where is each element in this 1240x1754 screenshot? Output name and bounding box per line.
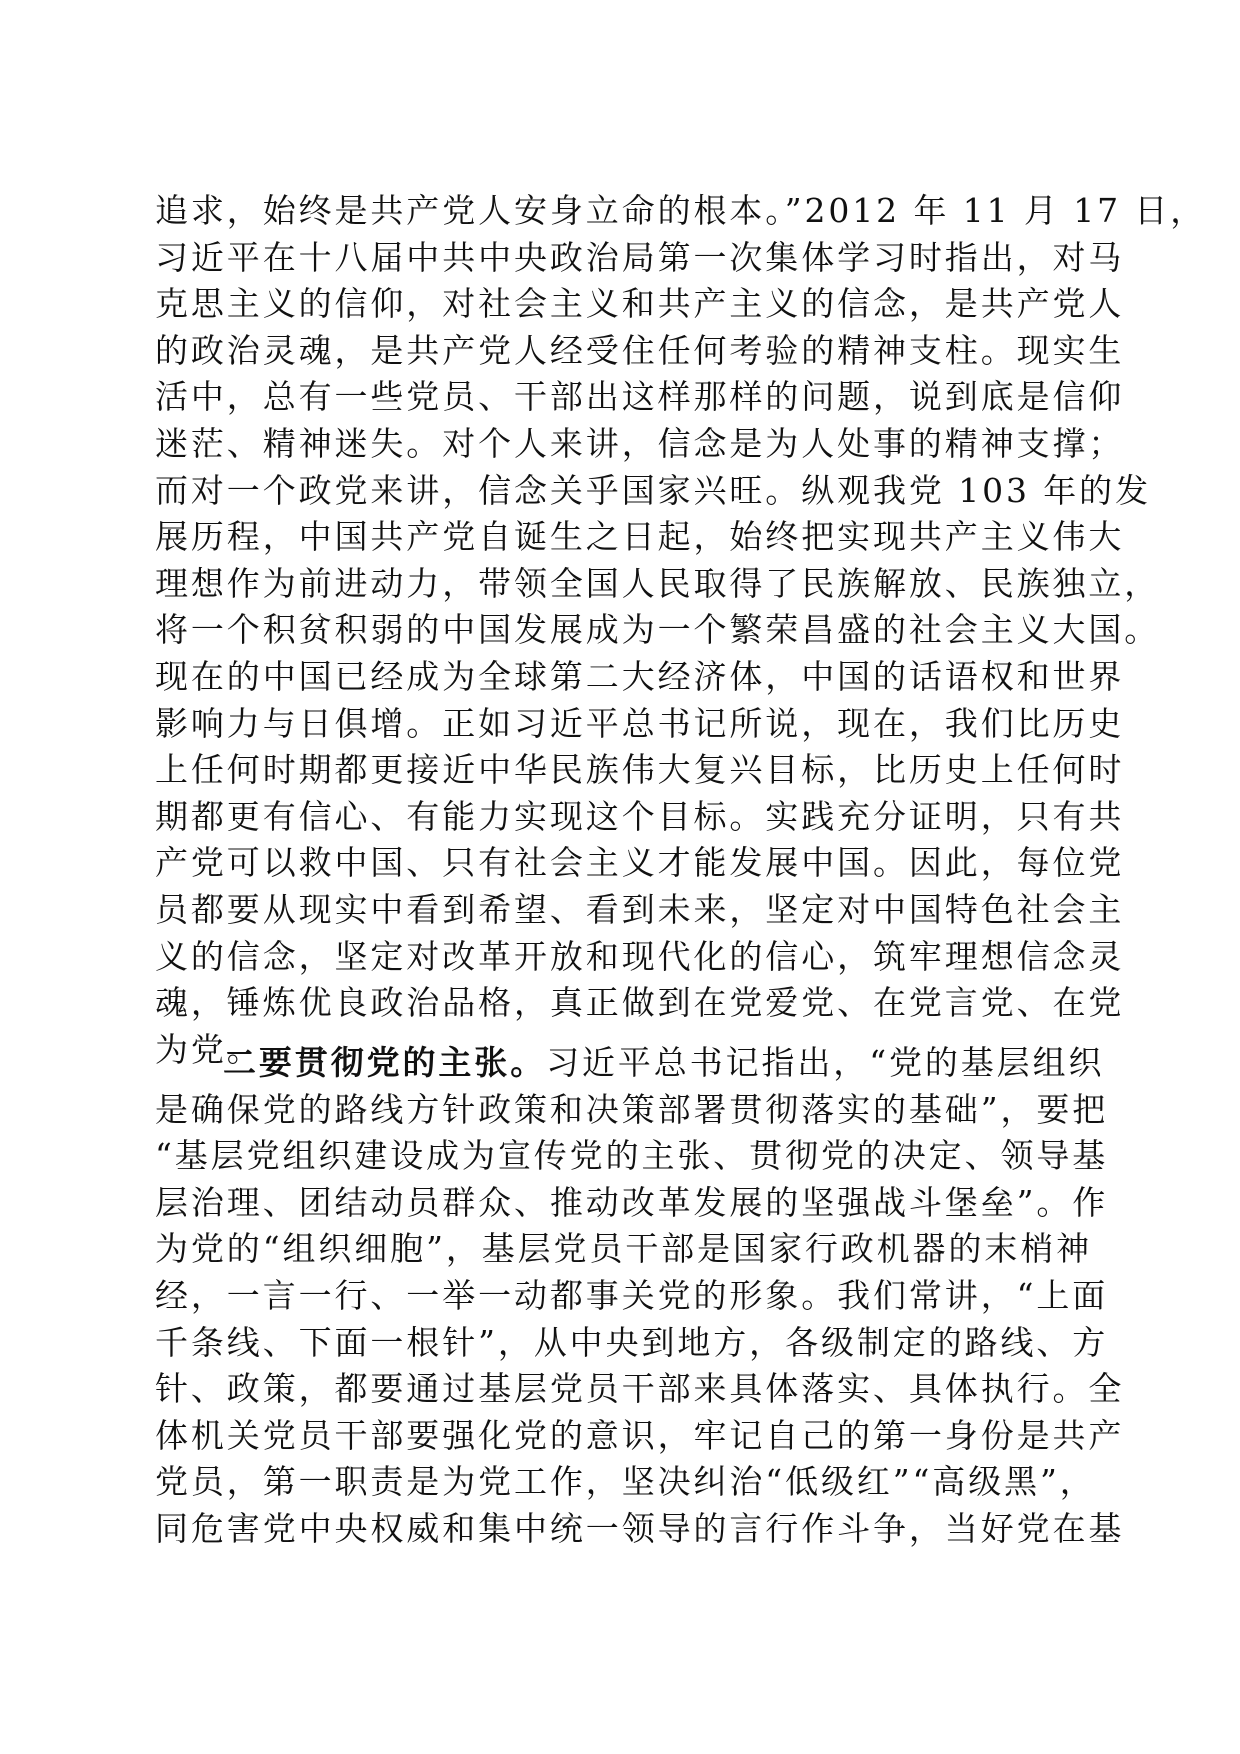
text-line: 是确保党的路线方针政策和决策部署贯彻落实的基础”，要把 <box>155 1089 1109 1129</box>
text-line: 期都更有信心、有能力实现这个目标。实践充分证明，只有共 <box>155 796 1125 836</box>
text-line: 为党。 <box>155 1029 263 1069</box>
text-line: 的政治灵魂，是共产党人经受住任何考验的精神支柱。现实生 <box>155 330 1125 370</box>
text-line: 而对一个政党来讲，信念关乎国家兴旺。纵观我党 103 年的发 <box>155 470 1151 510</box>
text-line: 迷茫、精神迷失。对个人来讲，信念是为人处事的精神支撑； <box>155 423 1125 463</box>
text-line: 习近平在十八届中共中央政治局第一次集体学习时指出，对马 <box>155 237 1125 277</box>
text-line: 同危害党中央权威和集中统一领导的言行作斗争，当好党在基 <box>155 1508 1125 1548</box>
text-run: 习近平总书记指出，“党的基层组织 <box>546 1043 1105 1082</box>
text-line: 党员，第一职责是为党工作，坚决纠治“低级红”“高级黑”， <box>155 1462 1096 1502</box>
text-line: “基层党组织建设成为宣传党的主张、贯彻党的决定、领导基 <box>155 1136 1109 1176</box>
text-line: 员都要从现实中看到希望、看到未来，坚定对中国特色社会主 <box>155 889 1125 929</box>
text-line: 追求，始终是共产党人安身立命的根本。”2012 年 11 月 17 日， <box>155 191 1207 230</box>
paragraph-heading: 二要贯彻党的主张。 <box>223 1043 547 1082</box>
text-line: 现在的中国已经成为全球第二大经济体，中国的话语权和世界 <box>155 656 1125 696</box>
text-line: 上任何时期都更接近中华民族伟大复兴目标，比历史上任何时 <box>155 750 1125 790</box>
text-line: 影响力与日俱增。正如习近平总书记所说，现在，我们比历史 <box>155 703 1125 743</box>
text-line: 经，一言一行、一举一动都事关党的形象。我们常讲，“上面 <box>155 1275 1109 1315</box>
text-line: 层治理、团结动员群众、推动改革发展的坚强战斗堡垒”。作 <box>155 1182 1109 1222</box>
text-line: 体机关党员干部要强化党的意识，牢记自己的第一身份是共产 <box>155 1415 1125 1455</box>
text-line: 展历程，中国共产党自诞生之日起，始终把实现共产主义伟大 <box>155 517 1125 557</box>
text-line: 活中，总有一些党员、干部出这样那样的问题，说到底是信仰 <box>155 377 1125 417</box>
text-line: 魂，锤炼优良政治品格，真正做到在党爱党、在党言党、在党 <box>155 983 1125 1023</box>
text-line: 理想作为前进动力，带领全国人民取得了民族解放、民族独立， <box>155 563 1161 603</box>
text-line: 义的信念，坚定对改革开放和现代化的信心，筑牢理想信念灵 <box>155 936 1125 976</box>
text-line: 将一个积贫积弱的中国发展成为一个繁荣昌盛的社会主义大国。 <box>155 610 1161 650</box>
paragraph-1 <box>155 188 1207 1073</box>
text-line: 克思主义的信仰，对社会主义和共产主义的信念，是共产党人 <box>155 284 1125 324</box>
paragraph-2 <box>155 1040 1125 1553</box>
text-line: 针、政策，都要通过基层党员干部来具体落实、具体执行。全 <box>155 1369 1125 1409</box>
text-line: 千条线、下面一根针”，从中央到地方，各级制定的路线、方 <box>155 1322 1109 1362</box>
paragraph-first-line <box>155 1040 1105 1087</box>
text-line: 产党可以救中国、只有社会主义才能发展中国。因此，每位党 <box>155 843 1125 883</box>
text-line: 为党的“组织细胞”，基层党员干部是国家行政机器的末梢神 <box>155 1229 1093 1269</box>
